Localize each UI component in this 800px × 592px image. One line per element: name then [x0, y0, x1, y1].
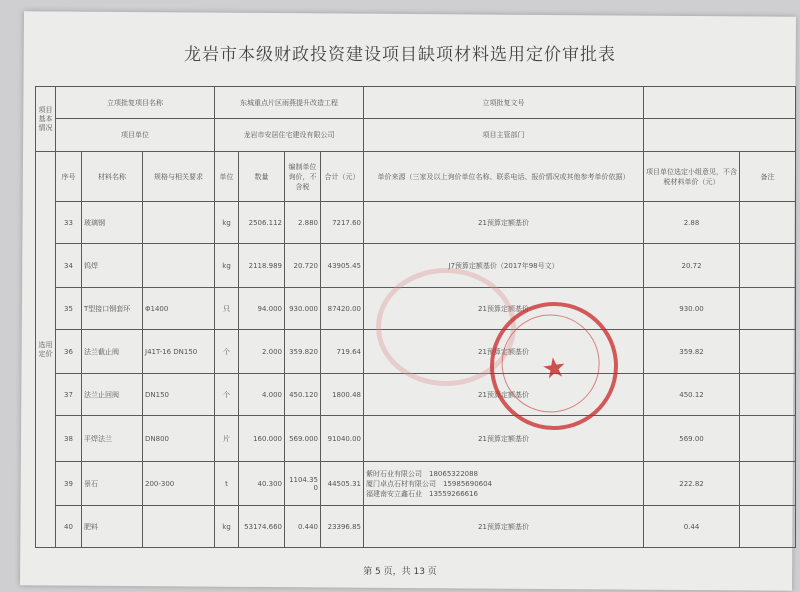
- cell-approved: 569.00: [644, 416, 740, 462]
- info-row-approval: [36, 87, 796, 119]
- cell-spec: 200-300: [143, 462, 215, 506]
- cell-approved: 450.12: [644, 374, 740, 416]
- cell-unit: t: [215, 462, 239, 506]
- cell-spec: [143, 244, 215, 288]
- cell-remark: [740, 244, 796, 288]
- cell-price: 450.120: [285, 374, 321, 416]
- cell-remark: [740, 416, 796, 462]
- header-remark: 备注: [740, 152, 796, 202]
- cell-source-vendors: [364, 462, 644, 506]
- cell-price: 0.440: [285, 506, 321, 548]
- cell-price: 930.000: [285, 288, 321, 330]
- info-row-unit: [36, 119, 796, 152]
- cell-price: 569.000: [285, 416, 321, 462]
- cell-source: J7预算定额基价（2017年98号文）: [364, 244, 644, 288]
- cell-price: 1104.350: [285, 462, 321, 506]
- cell-name: 玻璃钢: [82, 202, 143, 244]
- approval-doc-value: [644, 87, 796, 119]
- header-approved: 项目单位选定小组意见，不含税材料单价（元）: [644, 152, 740, 202]
- approval-doc-label: 立项批复文号: [364, 87, 644, 119]
- cell-spec: [143, 202, 215, 244]
- section-label-pricing: 选用定价: [36, 152, 56, 548]
- cell-qty: 4.000: [239, 374, 285, 416]
- cell-spec: J41T-16 DN150: [143, 330, 215, 374]
- cell-seq: 35: [56, 288, 82, 330]
- cell-total: 87420.00: [321, 288, 364, 330]
- cell-approved: 20.72: [644, 244, 740, 288]
- unit-value: 龙岩市安居住宅建设有限公司: [215, 119, 364, 152]
- cell-total: 91040.00: [321, 416, 364, 462]
- approval-name-value: 东城重点片区雨燕提升改造工程: [215, 87, 364, 119]
- cell-seq: 38: [56, 416, 82, 462]
- cell-seq: 39: [56, 462, 82, 506]
- table-row: [36, 462, 796, 506]
- cell-approved: 222.82: [644, 462, 740, 506]
- cell-approved: 359.82: [644, 330, 740, 374]
- cell-unit: kg: [215, 202, 239, 244]
- cell-remark: [740, 202, 796, 244]
- section-label-basic: 项目基本情况: [36, 87, 56, 152]
- cell-qty: 2506.112: [239, 202, 285, 244]
- cell-seq: 37: [56, 374, 82, 416]
- cell-total: 719.64: [321, 330, 364, 374]
- header-total: 合计（元）: [321, 152, 364, 202]
- cell-seq: 36: [56, 330, 82, 374]
- cell-name: 法兰止回阀: [82, 374, 143, 416]
- cell-price: 20.720: [285, 244, 321, 288]
- cell-total: 23396.85: [321, 506, 364, 548]
- table-row: [36, 506, 796, 548]
- approval-name-label: 立项批复项目名称: [56, 87, 215, 119]
- cell-total: 7217.60: [321, 202, 364, 244]
- cell-qty: 53174.660: [239, 506, 285, 548]
- cell-total: 1800.48: [321, 374, 364, 416]
- cell-unit: kg: [215, 506, 239, 548]
- header-source: 单价来源（三家及以上询价单位名称、联系电话、报价情况或其他参考单价依据）: [364, 152, 644, 202]
- vendor-quote: 紫时石业有限公司 18065322088: [366, 469, 479, 478]
- cell-seq: 40: [56, 506, 82, 548]
- cell-name: 钨焊: [82, 244, 143, 288]
- unit-label: 项目单位: [56, 119, 215, 152]
- header-name: 材料名称: [82, 152, 143, 202]
- page-title: 龙岩市本级财政投资建设项目缺项材料选用定价审批表: [184, 45, 616, 65]
- cell-name: 平焊法兰: [82, 416, 143, 462]
- cell-name: 景石: [82, 462, 143, 506]
- cell-name: T型接口钢套环: [82, 288, 143, 330]
- cell-remark: [740, 506, 796, 548]
- cell-approved: 0.44: [644, 506, 740, 548]
- cell-remark: [740, 288, 796, 330]
- cell-approved: 2.88: [644, 202, 740, 244]
- cell-source: 21预算定额基价: [364, 416, 644, 462]
- cell-source: 21预算定额基价: [364, 330, 644, 374]
- cell-spec: [143, 506, 215, 548]
- page-number: 第 5 页，共 13 页: [363, 567, 437, 577]
- header-unit: 单位: [215, 152, 239, 202]
- cell-price: 359.820: [285, 330, 321, 374]
- cell-approved: 930.00: [644, 288, 740, 330]
- cell-unit: 个: [215, 330, 239, 374]
- cell-unit: kg: [215, 244, 239, 288]
- vendor-quote: 厦门卓点石材有限公司 15985690604: [366, 479, 493, 488]
- column-header-row: [36, 152, 796, 202]
- header-qty: 数量: [239, 152, 285, 202]
- cell-total: 43905.45: [321, 244, 364, 288]
- cell-spec: DN150: [143, 374, 215, 416]
- cell-name: 肥料: [82, 506, 143, 548]
- cell-qty: 40.300: [239, 462, 285, 506]
- cell-seq: 33: [56, 202, 82, 244]
- cell-total: 44505.31: [321, 462, 364, 506]
- cell-source: 21预算定额基价: [364, 374, 644, 416]
- cell-remark: [740, 462, 796, 506]
- cell-unit: 片: [215, 416, 239, 462]
- cell-qty: 2118.989: [239, 244, 285, 288]
- table-row: [36, 416, 796, 462]
- cell-name: 法兰截止阀: [82, 330, 143, 374]
- cell-source: 21预算定额基价: [364, 202, 644, 244]
- dept-label: 项目主管部门: [364, 119, 644, 152]
- dept-value: [644, 119, 796, 152]
- vendor-quote: 福建南安立鑫石业 13559266616: [366, 489, 479, 498]
- cell-unit: 只: [215, 288, 239, 330]
- header-seq: 序号: [56, 152, 82, 202]
- header-price: 编制单位询价，不含税: [285, 152, 321, 202]
- cell-source: 21预算定额基价: [364, 288, 644, 330]
- cell-price: 2.880: [285, 202, 321, 244]
- cell-qty: 2.000: [239, 330, 285, 374]
- cell-remark: [740, 374, 796, 416]
- star-icon: ★: [539, 349, 570, 387]
- table-row: [36, 202, 796, 244]
- cell-spec: Φ1400: [143, 288, 215, 330]
- cell-spec: DN800: [143, 416, 215, 462]
- cell-unit: 个: [215, 374, 239, 416]
- cell-seq: 34: [56, 244, 82, 288]
- cell-qty: 160.000: [239, 416, 285, 462]
- cell-source: 21预算定额基价: [364, 506, 644, 548]
- cell-qty: 94.000: [239, 288, 285, 330]
- header-spec: 规格与相关要求: [143, 152, 215, 202]
- cell-remark: [740, 330, 796, 374]
